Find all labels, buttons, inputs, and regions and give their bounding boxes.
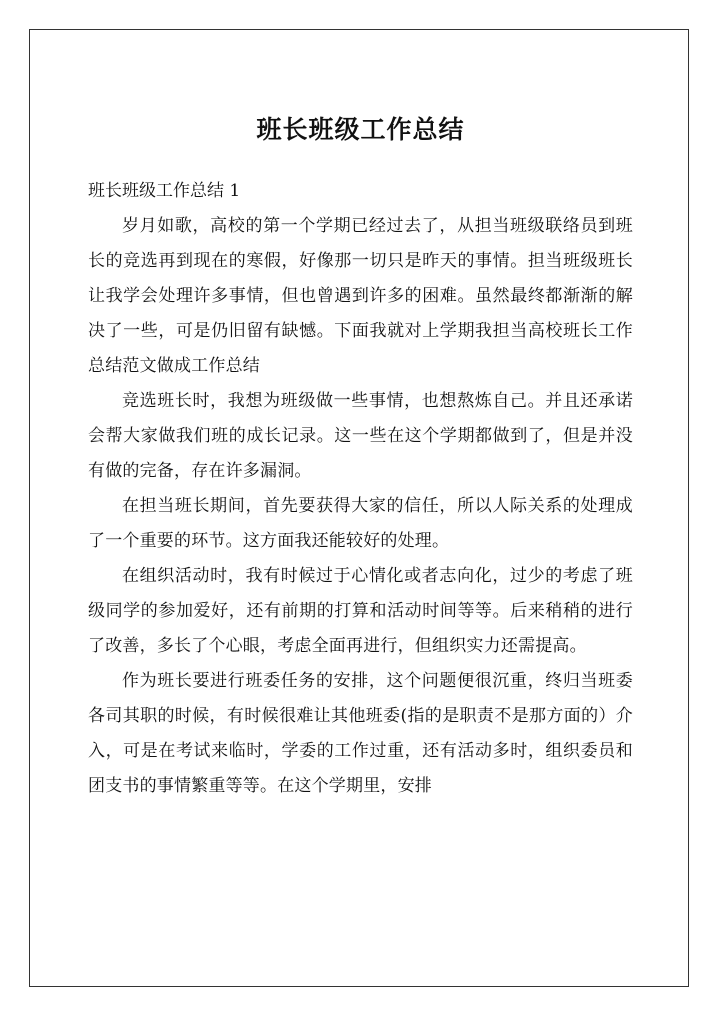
paragraph-4: 在组织活动时，我有时候过于心情化或者志向化，过少的考虑了班级同学的参加爱好，还有前期的打算和活动时间等等。后来稍稍的进行了改善，多长了个心眼，考虑全面再进行，但组织实力还需提高。: [88, 566, 633, 656]
document-body: [88, 110, 633, 804]
section-heading: 班长班级工作总结 1: [88, 181, 241, 201]
paragraph-2: 竞选班长时，我想为班级做一些事情，也想熬炼自己。并且还承诺会帮大家做我们班的成长记录。这一些在这个学期都做到了，但是并没有做的完备，存在许多漏洞。: [88, 391, 633, 481]
paragraph-5: 作为班长要进行班委任务的安排，这个问题便很沉重，终归当班委各司其职的时候，有时候很难让其他班委(指的是职责不是那方面的）介入，可是在考试来临时，学委的工作过重，还有活动多时，组织委员和团支书的事情繁重等等。在这个学期里，安排: [88, 671, 633, 796]
document-title: 班长班级工作总结: [256, 115, 465, 144]
paragraph-1: 岁月如歌，高校的第一个学期已经过去了，从担当班级联络员到班长的竞选再到现在的寒假，好像那一切只是昨天的事情。担当班级班长让我学会处理许多事情，但也曾遇到许多的困难。虽然最终都渐渐的解决了一些，可是仍旧留有缺憾。下面我就对上学期我担当高校班长工作总结范文做成工作总结: [88, 216, 633, 376]
paragraph-3: 在担当班长期间，首先要获得大家的信任，所以人际关系的处理成了一个重要的环节。这方面我还能较好的处理。: [88, 496, 633, 551]
